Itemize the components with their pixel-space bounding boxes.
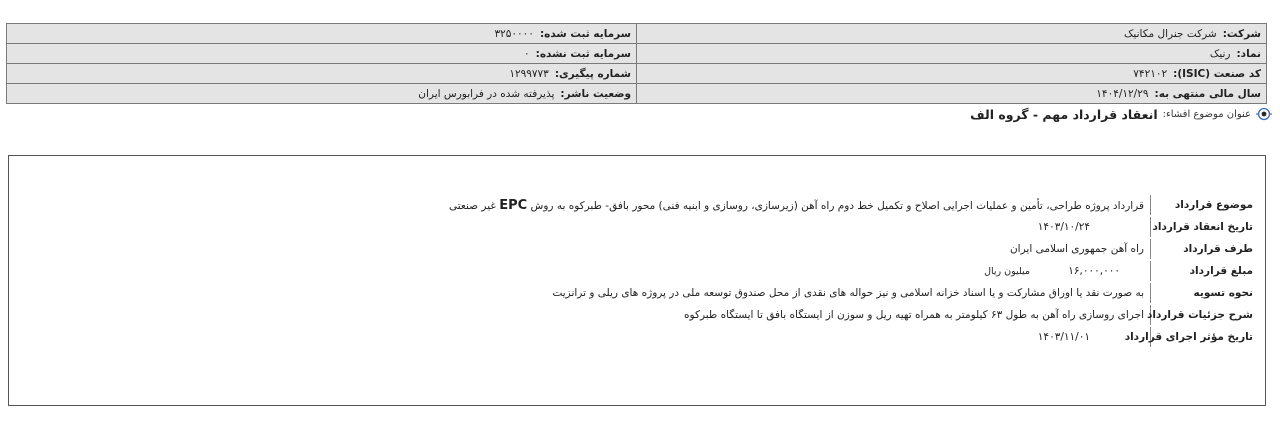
company-info-table	[6, 23, 1267, 104]
contract-settlement-row	[449, 282, 1255, 304]
contract-effective-date-row	[449, 326, 1255, 348]
info-row-fiscal-year	[7, 84, 1267, 104]
contract-amount-value	[984, 265, 1150, 277]
fiscal-year-label: سال مالی منتهی به:	[1154, 87, 1261, 100]
disclosure-caption: عنوان موضوع افشاء:	[1162, 108, 1251, 120]
contract-details-box	[8, 155, 1266, 406]
company-cell	[637, 24, 1267, 44]
contract-details-row	[449, 304, 1255, 326]
contract-subject-row	[449, 194, 1255, 216]
contract-settlement-label: نحوه تسویه	[1150, 283, 1255, 303]
contract-effective-date-label: تاریخ مؤثر اجرای قرارداد	[1150, 327, 1255, 347]
contract-date-label: تاریخ انعقاد قرارداد	[1150, 217, 1255, 237]
contract-subject-label: موضوع قرارداد	[1150, 195, 1255, 215]
contract-date-value: ۱۴۰۳/۱۰/۲۴	[1037, 221, 1090, 233]
contract-effective-date-value: ۱۴۰۳/۱۱/۰۱	[1037, 331, 1090, 343]
contract-amount-label: مبلغ قرارداد	[1150, 261, 1255, 281]
contract-party-row	[449, 238, 1255, 260]
contract-details-list	[449, 194, 1255, 348]
contract-details-value: اجرای روسازی راه آهن به طول ۶۳ کیلومتر به همراه تهیه ریل و سوزن از ایستگاه بافق تا ایستگاه طبرکوه	[684, 309, 1144, 321]
company-label: شرکت:	[1222, 27, 1261, 40]
publisher-status-value: پذیرفته شده در فرابورس ایران	[418, 87, 555, 100]
disclosure-title: انعقاد قرارداد مهم - گروه الف	[970, 106, 1158, 122]
symbol-label: نماد:	[1236, 47, 1261, 60]
contract-subject-suffix: غیر صنعتی	[449, 199, 496, 212]
contract-details-label: شرح جزئیات قرارداد	[1150, 305, 1255, 325]
contract-party-value: راه آهن جمهوری اسلامی ایران	[1009, 243, 1144, 255]
contract-subject-epc: EPC	[499, 197, 528, 213]
info-row-isic	[7, 64, 1267, 84]
publisher-status-label: وضعیت ناشر:	[560, 87, 631, 100]
isic-label: کد صنعت (ISIC):	[1173, 67, 1261, 80]
target-icon	[1256, 106, 1272, 122]
unregistered-capital-value: ۰	[524, 47, 530, 60]
tracking-number-label: شماره پیگیری:	[554, 67, 631, 80]
publisher-status-cell	[7, 84, 637, 104]
fiscal-year-value: ۱۴۰۴/۱۲/۲۹	[1096, 87, 1149, 100]
company-value: شرکت جنرال مکانیک	[1124, 27, 1217, 40]
isic-value: ۷۴۲۱۰۲	[1133, 67, 1168, 80]
contract-amount-number: ۱۶,۰۰۰,۰۰۰	[1068, 265, 1120, 277]
registered-capital-cell	[7, 24, 637, 44]
contract-subject-value	[449, 198, 1150, 213]
fiscal-year-cell	[637, 84, 1267, 104]
tracking-number-cell	[7, 64, 637, 84]
disclosure-title-bar	[970, 104, 1272, 124]
symbol-value: رنیک	[1209, 47, 1231, 60]
info-row-symbol	[7, 44, 1267, 64]
contract-amount-row	[449, 260, 1255, 282]
isic-cell	[637, 64, 1267, 84]
tracking-number-value: ۱۲۹۹۷۷۳	[509, 67, 549, 80]
info-row-company	[7, 24, 1267, 44]
contract-subject-text: قرارداد پروژه طراحی، تأمین و عملیات اجرایی اصلاح و تکمیل خط دوم راه آهن (زیرسازی، روسازی و ابنیه فنی) محور بافق- طبرکوه به روش	[530, 199, 1144, 212]
contract-amount-unit: میلیون ریال	[984, 266, 1030, 277]
registered-capital-label: سرمایه ثبت شده:	[539, 27, 631, 40]
unregistered-capital-label: سرمایه ثبت نشده:	[535, 47, 631, 60]
registered-capital-value: ۳۲۵۰۰۰۰	[494, 27, 534, 40]
contract-date-row	[449, 216, 1255, 238]
contract-settlement-value: به صورت نقد یا اوراق مشارکت و یا اسناد خزانه اسلامی و نیز حواله های نقدی از محل صندوق توسعه ملی در پروژه های ریلی و ترانزیت	[552, 287, 1144, 299]
contract-party-label: طرف قرارداد	[1150, 239, 1255, 259]
unregistered-capital-cell	[7, 44, 637, 64]
symbol-cell	[637, 44, 1267, 64]
